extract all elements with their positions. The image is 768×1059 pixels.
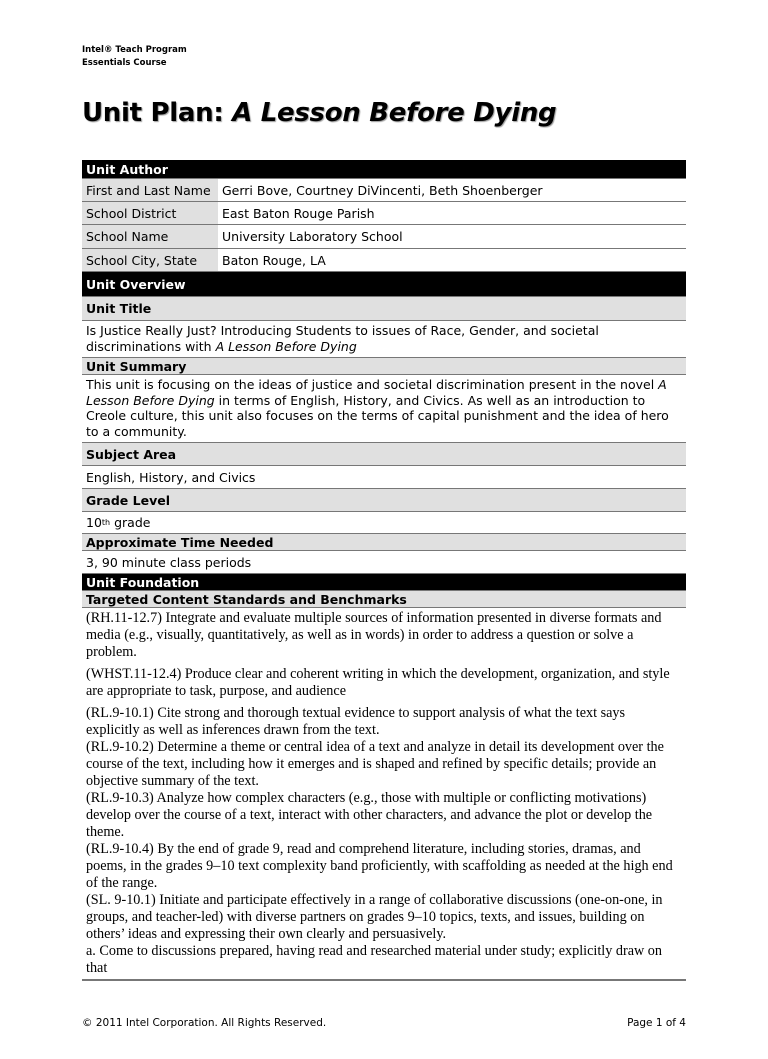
field-value: Gerri Bove, Courtney DiVincenti, Beth Shoenberger <box>222 182 543 198</box>
grade-level-label: Grade Level <box>82 489 686 512</box>
unit-title-text: Is Justice Really Just? Introducing Students to issues of Race, Gender, and societal discriminations with <box>86 323 599 354</box>
field-label: First and Last Name <box>82 179 218 201</box>
unit-plan-table <box>82 160 686 1029</box>
standards-label: Targeted Content Standards and Benchmarks <box>82 591 686 608</box>
standard-item: (RL.9-10.2) Determine a theme or central idea of a text and analyze in detail its development over the course of the text, including how it emerges and is shaped and refined by specific details; provide an objective summary of the text. <box>86 739 664 789</box>
author-row <box>82 202 686 225</box>
page-title <box>82 98 556 128</box>
field-value: East Baton Rouge Parish <box>222 205 375 221</box>
grade-number: 10 <box>86 515 102 530</box>
section-unit-overview: Unit Overview <box>82 272 686 297</box>
field-value: Baton Rouge, LA <box>222 252 326 268</box>
field-label: School District <box>82 202 218 224</box>
program-header <box>82 44 187 70</box>
section-unit-author: Unit Author <box>82 160 686 179</box>
unit-summary-label: Unit Summary <box>82 358 686 375</box>
title-prefix: Unit Plan: <box>82 98 233 128</box>
author-row <box>82 249 686 272</box>
course-name: Essentials Course <box>82 58 167 68</box>
summary-book: A Lesson Before Dying <box>86 377 667 408</box>
title-book: A Lesson Before Dying <box>232 98 557 128</box>
grade-level-value <box>82 512 686 534</box>
grade-suffix: th <box>101 518 111 527</box>
subject-area-value: English, History, and Civics <box>82 466 686 489</box>
field-label: School Name <box>82 225 218 248</box>
standard-item: a. Come to discussions prepared, having read and researched material under study; explicitly draw on that <box>86 943 662 976</box>
field-value: University Laboratory School <box>222 229 403 244</box>
program-name: Intel® Teach Program <box>82 45 187 55</box>
standard-item: (SL. 9-10.1) Initiate and participate effectively in a range of collaborative discussions (one-on-one, in groups, and teacher-led) with diverse partners on grades 9–10 topics, texts, and issues, building on others’ ideas and expressing their own clearly and persuasively. <box>86 892 663 942</box>
summary-text: in terms of English, History, and Civics. As well as an introduction to Creole culture, this unit also focuses on the terms of capital punishment and the idea of hero to a community. <box>86 392 669 439</box>
grade-word: grade <box>110 515 151 530</box>
unit-title-book: A Lesson Before Dying <box>215 338 357 354</box>
standard-item: (RL.9-10.1) Cite strong and thorough textual evidence to support analysis of what the text says explicitly as well as inferences drawn from the text. <box>86 705 626 738</box>
time-needed-label: Approximate Time Needed <box>82 534 686 551</box>
page-number: Page 1 of 4 <box>627 1017 686 1029</box>
author-row <box>82 179 686 202</box>
author-row <box>82 225 686 249</box>
standard-item: (RL.9-10.3) Analyze how complex characters (e.g., those with multiple or conflicting motivations) develop over the course of a text, interact with other characters, and advance the plot or develop the theme. <box>86 790 653 840</box>
standard-item: (WHST.11-12.4) Produce clear and coherent writing in which the development, organization, and style are appropriate to task, purpose, and audience <box>86 666 670 699</box>
field-label: School City, State <box>82 249 218 271</box>
standards-list <box>82 608 686 981</box>
page-footer <box>82 1017 686 1029</box>
unit-summary-value <box>82 375 686 443</box>
time-needed-value: 3, 90 minute class periods <box>82 551 686 574</box>
subject-area-label: Subject Area <box>82 443 686 466</box>
unit-title-label: Unit Title <box>82 297 686 321</box>
standard-item: (RH.11-12.7) Integrate and evaluate multiple sources of information presented in diverse formats and media (e.g., visually, quantitatively, as well as in words) in order to address a question or solve a problem. <box>86 610 662 660</box>
section-unit-foundation: Unit Foundation <box>82 574 686 591</box>
unit-title-value <box>82 321 686 358</box>
copyright: © 2011 Intel Corporation. All Rights Reserved. <box>82 1017 327 1029</box>
summary-text: This unit is focusing on the ideas of justice and societal discrimination present in the novel <box>86 377 659 392</box>
standard-item: (RL.9-10.4) By the end of grade 9, read and comprehend literature, including stories, dramas, and poems, in the grades 9–10 text complexity band proficiently, with scaffolding as needed at the high end of the range. <box>86 841 673 891</box>
